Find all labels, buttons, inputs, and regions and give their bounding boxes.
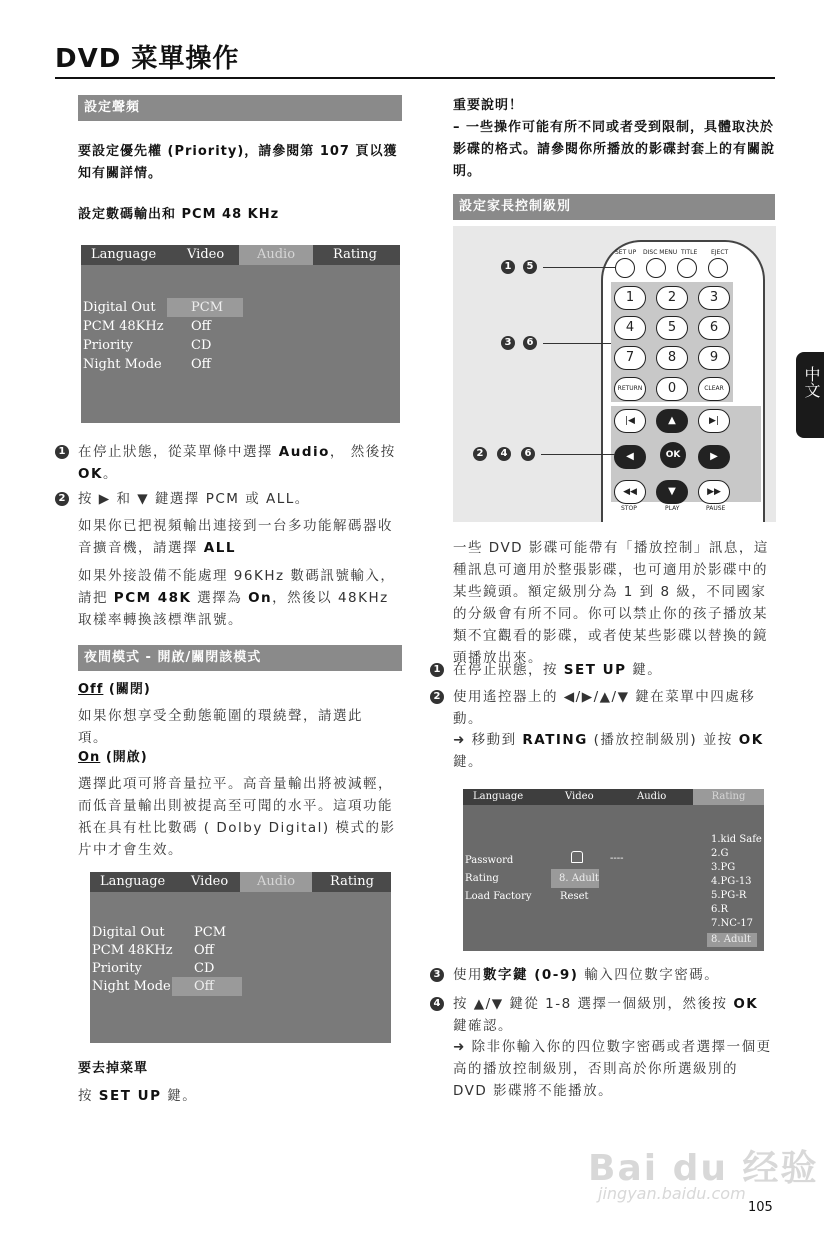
menu-value-digital-out: PCM bbox=[167, 298, 243, 317]
menu-label-priority: Priority bbox=[83, 338, 133, 353]
remove-menu-text: 按 SET UP 鍵。 bbox=[78, 1088, 198, 1104]
up-arrow-icon[interactable]: ▲ bbox=[656, 409, 688, 433]
title-button[interactable] bbox=[677, 258, 697, 278]
tab-audio: Audio bbox=[239, 245, 313, 265]
step-number-2: 2 bbox=[430, 690, 444, 704]
callout-6: 6 bbox=[523, 336, 537, 350]
menu-value-load-factory: Reset bbox=[560, 891, 589, 902]
rating-option-4: 4.PG-13 bbox=[711, 876, 752, 887]
remove-menu-heading: 要去掉菜單 bbox=[78, 1061, 149, 1076]
menu-tab-bar bbox=[81, 245, 400, 265]
step-number-4: 4 bbox=[430, 997, 444, 1011]
watermark-url: jingyan.baidu.com bbox=[598, 1184, 746, 1203]
step-number-1: 1 bbox=[55, 445, 69, 459]
language-side-tab bbox=[796, 352, 824, 438]
setup-button[interactable] bbox=[615, 258, 635, 278]
previous-icon[interactable]: |◀ bbox=[614, 409, 646, 433]
section-heading-parental: 設定家長控制級別 bbox=[453, 194, 775, 220]
right-arrow-icon[interactable]: ▶ bbox=[698, 445, 730, 469]
page-number: 105 bbox=[748, 1200, 773, 1215]
label-setup: SET UP bbox=[615, 249, 637, 256]
menu-label-password: Password bbox=[465, 855, 514, 866]
parental-step-2-note: ➜ 移動到 RATING (播放控制級別) 並按 OK 鍵。 bbox=[453, 732, 764, 770]
callout-3: 3 bbox=[501, 336, 515, 350]
tab-rating: Rating bbox=[333, 247, 377, 262]
parental-step-3: 使用數字鍵 (0-9) 輸入四位數字密碼。 bbox=[453, 967, 720, 983]
menu-label-pcm48: PCM 48KHz bbox=[83, 319, 164, 334]
parental-step-1: 在停止狀態，按 SET UP 鍵。 bbox=[453, 662, 663, 678]
parental-intro: 一些 DVD 影碟可能帶有「播放控制」訊息，這種訊息可適用於整張影碟，也可適用於影碟中的某些鏡頭。額定級別分為 1 到 8 級，不同國家的分級會有所不同。你可以禁止你的孩子播放某類不宜觀看的影碟，或者使某些影碟以替換的鏡頭播放出來。 bbox=[453, 540, 769, 666]
rating-option-5: 5.PG-R bbox=[711, 890, 747, 901]
down-arrow-icon[interactable]: ▼ bbox=[656, 480, 688, 504]
callout-1: 1 bbox=[501, 260, 515, 274]
number-button-0[interactable]: 0 bbox=[656, 377, 688, 401]
section-heading-night-mode: 夜間模式 - 開啟/關閉該模式 bbox=[78, 645, 402, 671]
tab-audio: Audio bbox=[637, 791, 667, 802]
menu-value-night-mode: Off bbox=[172, 977, 242, 996]
fast-forward-icon[interactable]: ▶▶ bbox=[698, 480, 730, 504]
audio-step-1: 在停止狀態，從菜單條中選擇 Audio， 然後按 OK。 bbox=[78, 444, 396, 482]
audio-step-2: 按 ▶ 和 ▼ 鍵選擇 PCM 或 ALL。 bbox=[78, 491, 310, 507]
important-text: – 一些操作可能有所不同或者受到限制，具體取決於影碟的格式。請參閱你所播放的影碟封套上的有關說明。 bbox=[453, 120, 776, 179]
rating-option-7: 7.NC-17 bbox=[711, 918, 754, 929]
tab-language: Language bbox=[91, 247, 157, 262]
remote-illustration bbox=[453, 226, 776, 522]
menu-value-night-mode: Off bbox=[191, 357, 211, 372]
night-on-desc: 選擇此項可將音量拉平。高音量輸出將被減輕，而低音量輸出則被提高至可聞的水平。這項功能祇在具有杜比數碼 ( Dolby Digital) 模式的影片中才會生效。 bbox=[78, 776, 396, 858]
rating-option-6: 6.R bbox=[711, 904, 729, 915]
menu-value-pcm48: Off bbox=[191, 319, 211, 334]
parental-step-4: 按 ▲/▼ 鍵從 1-8 選擇一個級別，然後按 OK 鍵確認。 bbox=[453, 996, 759, 1034]
menu-value-priority: CD bbox=[191, 338, 212, 353]
parental-step-4-note: ➜ 除非你輸入你的四位數字密碼或者選擇一個更高的播放控制級別，否則高於你所選級別的 DVD 影碟將不能播放。 bbox=[453, 1039, 772, 1099]
tab-video: Video bbox=[191, 874, 229, 889]
menu-label-digital-out: Digital Out bbox=[92, 925, 165, 940]
label-stop: STOP bbox=[621, 505, 637, 512]
audio-menu-screen-1 bbox=[81, 245, 400, 423]
remote-top-labels bbox=[607, 244, 757, 258]
rewind-icon[interactable]: ◀◀ bbox=[614, 480, 646, 504]
number-button-8[interactable]: 8 bbox=[656, 346, 688, 370]
menu-label-rating: Rating bbox=[465, 873, 499, 884]
page-title: DVD 菜單操作 bbox=[55, 44, 240, 74]
number-button-3[interactable]: 3 bbox=[698, 286, 730, 310]
eject-button[interactable] bbox=[708, 258, 728, 278]
lock-icon bbox=[571, 851, 583, 863]
night-off-desc: 如果你想享受全動態範圍的環繞聲，請選此項。 bbox=[78, 708, 363, 746]
menu-label-night-mode: Night Mode bbox=[83, 357, 162, 372]
next-icon[interactable]: ▶| bbox=[698, 409, 730, 433]
number-button-4[interactable]: 4 bbox=[614, 316, 646, 340]
important-heading: 重要說明！ bbox=[453, 98, 524, 113]
label-title: TITLE bbox=[681, 249, 698, 256]
menu-value-digital-out: PCM bbox=[194, 925, 227, 940]
callout-5: 5 bbox=[523, 260, 537, 274]
label-eject: EJECT bbox=[711, 249, 729, 256]
callout-line-2 bbox=[543, 343, 611, 344]
menu-label-pcm48: PCM 48KHz bbox=[92, 943, 173, 958]
number-button-6[interactable]: 6 bbox=[698, 316, 730, 340]
menu-value-rating: 8. Adult bbox=[551, 869, 599, 888]
rating-option-8: 8. Adult bbox=[707, 933, 757, 947]
return-button[interactable]: RETURN bbox=[614, 377, 646, 401]
menu-label-digital-out: Digital Out bbox=[83, 300, 156, 315]
tab-video: Video bbox=[565, 791, 594, 802]
number-button-5[interactable]: 5 bbox=[656, 316, 688, 340]
step-number-3: 3 bbox=[430, 968, 444, 982]
night-on-heading: On (開啟) bbox=[78, 750, 148, 765]
label-play: PLAY bbox=[665, 505, 680, 512]
number-button-7[interactable]: 7 bbox=[614, 346, 646, 370]
rating-menu-screen bbox=[463, 789, 764, 951]
rating-option-2: 2.G bbox=[711, 848, 729, 859]
menu-value-priority: CD bbox=[194, 961, 215, 976]
language-side-tab-label: 中文 bbox=[802, 366, 821, 398]
ok-button[interactable]: OK bbox=[660, 442, 686, 468]
audio-step-2-note-1: 如果你已把視頻輸出連接到一台多功能解碼器收音擴音機，請選擇 ALL bbox=[78, 518, 393, 556]
tab-video: Video bbox=[187, 247, 225, 262]
menu-label-priority: Priority bbox=[92, 961, 142, 976]
label-pause: PAUSE bbox=[706, 505, 726, 512]
callout-6b: 6 bbox=[521, 447, 535, 461]
menu-tab-bar bbox=[90, 872, 391, 892]
parental-step-2: 使用遙控器上的 ◀/▶/▲/▼ 鍵在菜單中四處移動。 bbox=[453, 689, 756, 727]
rating-option-3: 3.PG bbox=[711, 862, 736, 873]
clear-button[interactable]: CLEAR bbox=[698, 377, 730, 401]
tab-rating: Rating bbox=[330, 874, 374, 889]
number-button-1[interactable]: 1 bbox=[614, 286, 646, 310]
menu-label-night-mode: Night Mode bbox=[92, 979, 171, 994]
number-button-9[interactable]: 9 bbox=[698, 346, 730, 370]
tab-language: Language bbox=[100, 874, 166, 889]
tab-audio: Audio bbox=[240, 872, 312, 892]
menu-value-pcm48: Off bbox=[194, 943, 214, 958]
step-number-2: 2 bbox=[55, 492, 69, 506]
night-off-heading: Off (關閉) bbox=[78, 682, 151, 697]
title-rule bbox=[55, 77, 775, 79]
callout-2: 2 bbox=[473, 447, 487, 461]
audio-step-2-note-2: 如果外接設備不能處理 96KHz 數碼訊號輸入，請把 PCM 48K 選擇為 On，然後以 48KHz 取樣率轉換該標準訊號。 bbox=[78, 568, 396, 628]
disc-menu-button[interactable] bbox=[646, 258, 666, 278]
section-heading-audio: 設定聲頻 bbox=[78, 95, 402, 121]
tab-language: Language bbox=[473, 791, 524, 802]
callout-line-3 bbox=[541, 454, 615, 455]
tab-rating: Rating bbox=[693, 789, 764, 805]
label-disc-menu: DISC MENU bbox=[643, 249, 678, 256]
step-number-1: 1 bbox=[430, 663, 444, 677]
callout-4: 4 bbox=[497, 447, 511, 461]
callout-line-1 bbox=[543, 267, 615, 268]
left-arrow-icon[interactable]: ◀ bbox=[614, 445, 646, 469]
menu-tab-bar bbox=[463, 789, 764, 805]
menu-label-load-factory: Load Factory bbox=[465, 891, 532, 902]
digital-out-heading: 設定數碼輸出和 PCM 48 KHz bbox=[78, 207, 280, 222]
number-button-2[interactable]: 2 bbox=[656, 286, 688, 310]
menu-value-password: ---- bbox=[610, 853, 624, 864]
watermark-brand: Bai du 经验 bbox=[588, 1148, 819, 1189]
audio-menu-screen-2 bbox=[90, 872, 391, 1043]
rating-option-1: 1.kid Safe bbox=[711, 834, 762, 845]
priority-note: 要設定優先權 (Priority)，請參閱第 107 頁以獲知有關詳情。 bbox=[78, 144, 398, 181]
